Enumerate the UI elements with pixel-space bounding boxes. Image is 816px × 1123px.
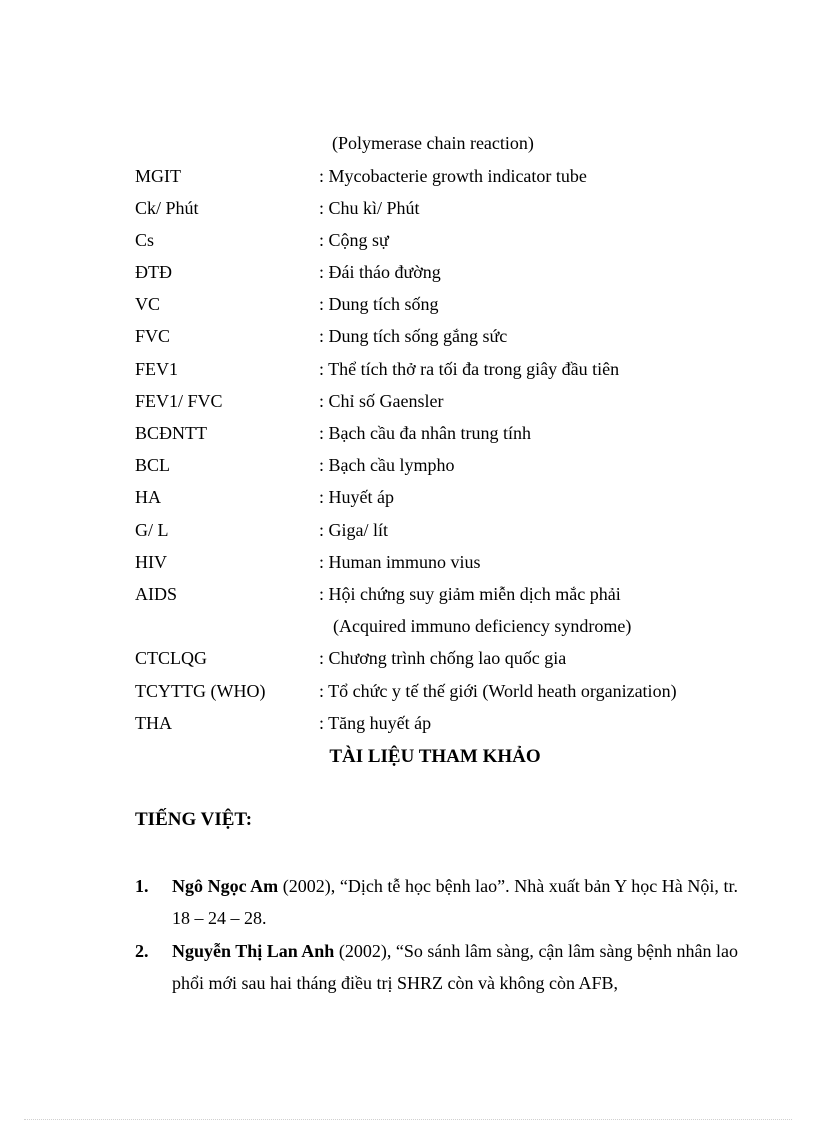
reference-text: [172, 870, 738, 934]
abbr-term: Ck/ Phút: [135, 198, 199, 218]
abbr-term: TCYTTG (WHO): [135, 681, 266, 701]
abbr-term: CTCLQG: [135, 648, 207, 668]
abbr-term: HIV: [135, 552, 167, 572]
abbr-term: AIDS: [135, 584, 178, 604]
abbr-term: VC: [135, 294, 161, 314]
reference-number: 1.: [135, 876, 149, 896]
abbr-definition: : Mycobacterie growth indicator tube: [319, 166, 587, 186]
abbr-definition: : Giga/ lít: [319, 520, 388, 540]
abbr-term: HA: [135, 487, 161, 507]
abbr-term: BCĐNTT: [135, 423, 207, 443]
abbr-definition: : Tăng huyết áp: [319, 713, 432, 733]
abbr-term: ĐTĐ: [135, 262, 172, 282]
abbr-term: Cs: [135, 230, 155, 250]
abbr-definition: : Tổ chức y tế thế giới (World heath organization): [319, 681, 677, 701]
references-title: TÀI LIỆU THAM KHẢO: [329, 746, 541, 767]
abbr-term: FEV1: [135, 359, 179, 379]
abbr-term: G/ L: [135, 520, 169, 540]
abbr-definition: : Huyết áp: [319, 487, 394, 507]
section-heading-vietnamese: TIẾNG VIỆT:: [135, 809, 253, 830]
pcr-definition-continuation: (Polymerase chain reaction): [332, 133, 534, 153]
aids-definition-continuation: (Acquired immuno deficiency syndrome): [333, 616, 632, 636]
reference-item: [135, 870, 738, 934]
abbr-definition: : Dung tích sống gắng sức: [319, 326, 508, 346]
abbr-term: BCL: [135, 455, 171, 475]
abbr-definition: : Dung tích sống: [319, 294, 439, 314]
abbr-definition: : Chu kì/ Phút: [319, 198, 420, 218]
abbr-term: THA: [135, 713, 172, 733]
reference-number: 2.: [135, 941, 149, 961]
reference-body: (2002), “Dịch tễ học bệnh lao”. Nhà xuất bản Y học Hà Nội, tr. 18 – 24 – 28.: [172, 876, 738, 928]
reference-body: (2002), “So sánh lâm sàng, cận lâm sàng bệnh nhân lao phổi mới sau hai tháng điều trị SHRZ còn và không còn AFB,: [172, 941, 738, 993]
abbr-definition: : Hội chứng suy giảm miễn dịch mắc phải: [319, 584, 621, 604]
abbr-definition: : Đái tháo đường: [319, 262, 441, 282]
reference-item: [135, 935, 738, 999]
abbr-definition: : Cộng sự: [319, 230, 389, 250]
abbr-definition: : Bạch cầu đa nhân trung tính: [319, 423, 531, 443]
reference-author: Ngô Ngọc Am: [172, 876, 279, 896]
abbr-definition: : Bạch cầu lympho: [319, 455, 455, 475]
reference-text: [172, 935, 738, 999]
abbr-definition: : Thể tích thở ra tối đa trong giây đầu tiên: [319, 359, 620, 379]
page-bottom-divider: [24, 1119, 792, 1120]
abbr-definition: : Chỉ số Gaensler: [319, 391, 444, 411]
abbr-term: FEV1/ FVC: [135, 391, 223, 411]
abbr-term: MGIT: [135, 166, 181, 186]
abbr-term: FVC: [135, 326, 171, 346]
abbr-definition: : Chương trình chống lao quốc gia: [319, 648, 567, 668]
abbr-definition: : Human immuno vius: [319, 552, 481, 572]
reference-author: Nguyễn Thị Lan Anh: [172, 941, 335, 961]
